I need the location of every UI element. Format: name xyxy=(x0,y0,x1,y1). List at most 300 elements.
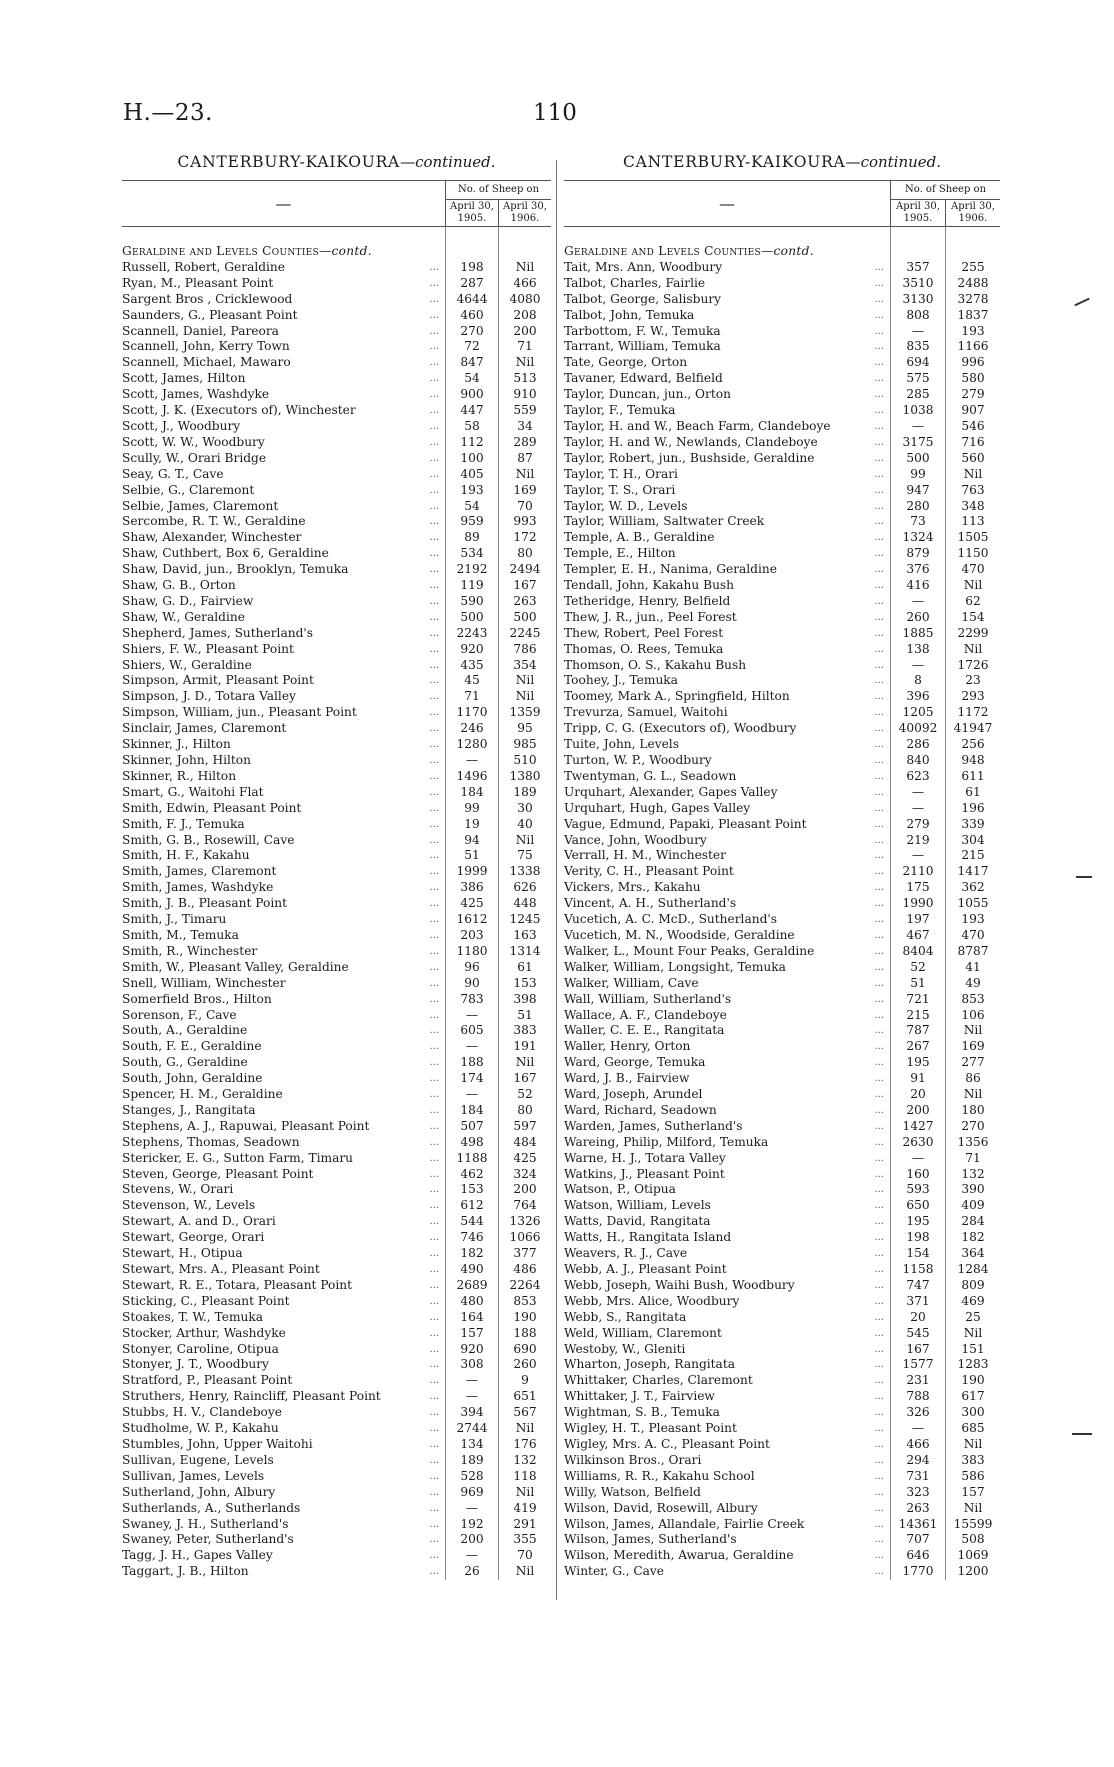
owner-name: Sullivan, James, Levels xyxy=(122,1468,265,1483)
owner-name: Toomey, Mark A., Springfield, Hilton xyxy=(564,689,790,704)
table-row xyxy=(122,1326,551,1342)
leader-dots: ... xyxy=(429,786,439,798)
table-row xyxy=(122,1008,551,1024)
owner-name: Snell, William, Winchester xyxy=(122,975,286,990)
leader-dots: ... xyxy=(874,564,884,576)
owner-name: Stewart, R. E., Totara, Pleasant Point xyxy=(122,1277,353,1292)
table-row xyxy=(564,1326,1000,1342)
owner-name: Warden, James, Sutherland's xyxy=(564,1118,743,1133)
sheep-count-1906: Nil xyxy=(946,578,1001,594)
sheep-count-1905: 294 xyxy=(891,1453,946,1469)
sheep-count-1905: 545 xyxy=(891,1326,946,1342)
owner-name: Vincent, A. H., Sutherland's xyxy=(564,896,737,911)
sheep-count-1905: 45 xyxy=(446,673,499,689)
leader-dots: ... xyxy=(874,405,884,417)
owner-name: Smith, F. J., Temuka xyxy=(122,816,245,831)
sheep-count-1906: 324 xyxy=(499,1167,552,1183)
owner-name: Willy, Watson, Belfield xyxy=(564,1484,701,1499)
sheep-count-1906: 176 xyxy=(499,1437,552,1453)
sheep-count-1905: 326 xyxy=(891,1405,946,1421)
table-row xyxy=(122,1532,551,1548)
table-row xyxy=(564,467,1000,483)
sheep-count-1905: 920 xyxy=(446,1342,499,1358)
leader-dots: ... xyxy=(874,1168,884,1180)
leader-dots: ... xyxy=(429,1216,439,1228)
table-row xyxy=(564,324,1000,340)
owner-name: Wightman, S. B., Temuka xyxy=(564,1405,720,1420)
leader-dots: ... xyxy=(874,1057,884,1069)
sheep-count-1905: 8404 xyxy=(891,944,946,960)
table-row xyxy=(122,737,551,753)
table-row xyxy=(122,1135,551,1151)
sheep-count-1906: 71 xyxy=(499,339,552,355)
sheep-count-1905: 1990 xyxy=(891,896,946,912)
owner-name: Ward, Joseph, Arundel xyxy=(564,1087,703,1102)
leader-dots: ... xyxy=(429,1057,439,1069)
sheep-count-1905: 192 xyxy=(446,1517,499,1533)
sheep-count-1905: — xyxy=(891,801,946,817)
leader-dots: ... xyxy=(429,850,439,862)
table-row xyxy=(122,1469,551,1485)
owner-name: Taylor, William, Saltwater Creek xyxy=(564,514,765,529)
sheep-count-1905: 3130 xyxy=(891,292,946,308)
margin-tick-mark xyxy=(1072,1433,1092,1435)
sheep-count-1906: 425 xyxy=(499,1151,552,1167)
sheep-count-1905: 405 xyxy=(446,467,499,483)
leader-dots: ... xyxy=(874,1550,884,1562)
leader-dots: ... xyxy=(429,834,439,846)
table-row xyxy=(122,1151,551,1167)
leader-dots: ... xyxy=(874,1152,884,1164)
sheep-count-1906: 716 xyxy=(946,435,1001,451)
leader-dots: ... xyxy=(429,929,439,941)
sheep-count-1905: — xyxy=(891,658,946,674)
sheep-count-1906: 510 xyxy=(499,753,552,769)
owner-name: Verrall, H. M., Winchester xyxy=(564,848,726,863)
table-row xyxy=(122,451,551,467)
owner-name: Talbot, Charles, Fairlie xyxy=(564,275,706,290)
sheep-count-1905: 462 xyxy=(446,1167,499,1183)
sheep-count-1906: 1837 xyxy=(946,308,1001,324)
owner-name: Thew, J. R., jun., Peel Forest xyxy=(564,609,737,624)
leader-dots: ... xyxy=(874,961,884,973)
sheep-count-1906: 51 xyxy=(499,1008,552,1024)
sheep-count-1905: 279 xyxy=(891,817,946,833)
leader-dots: ... xyxy=(874,770,884,782)
owner-name: Wareing, Philip, Milford, Temuka xyxy=(564,1134,769,1149)
year-1906-header: April 30, 1906. xyxy=(499,200,552,227)
name-column-header: — xyxy=(122,181,446,227)
leader-dots: ... xyxy=(429,516,439,528)
sheep-count-1906: 484 xyxy=(499,1135,552,1151)
owner-name: Stocker, Arthur, Washdyke xyxy=(122,1325,286,1340)
table-row xyxy=(564,864,1000,880)
sheep-count-header: No. of Sheep on xyxy=(446,181,552,200)
leader-dots: ... xyxy=(874,373,884,385)
leader-dots: ... xyxy=(874,834,884,846)
sheep-count-1906: 80 xyxy=(499,1103,552,1119)
owner-name: Whittaker, Charles, Claremont xyxy=(564,1373,753,1388)
sheep-count-1905: 646 xyxy=(891,1548,946,1564)
owner-name: Twentyman, G. L., Seadown xyxy=(564,768,737,783)
owner-name: Watson, William, Levels xyxy=(564,1198,711,1213)
sheep-count-1905: 54 xyxy=(446,499,499,515)
leader-dots: ... xyxy=(429,468,439,480)
sheep-count-1905: — xyxy=(446,753,499,769)
leader-dots: ... xyxy=(874,1407,884,1419)
table-row xyxy=(122,483,551,499)
leader-dots: ... xyxy=(874,1200,884,1212)
leader-dots: ... xyxy=(874,1343,884,1355)
sheep-count-1906: Nil xyxy=(499,467,552,483)
table-row xyxy=(564,1119,1000,1135)
table-row xyxy=(122,371,551,387)
sheep-count-1905: 8 xyxy=(891,673,946,689)
owner-name: Walker, L., Mount Four Peaks, Geraldine xyxy=(564,943,815,958)
sheep-count-1905: 500 xyxy=(891,451,946,467)
table-row xyxy=(564,1214,1000,1230)
owner-name: Stephens, A. J., Rapuwai, Pleasant Point xyxy=(122,1118,370,1133)
table-row xyxy=(564,1071,1000,1087)
sheep-count-1906: 289 xyxy=(499,435,552,451)
leader-dots: ... xyxy=(874,293,884,305)
sheep-count-1906: 8787 xyxy=(946,944,1001,960)
leader-dots: ... xyxy=(874,1104,884,1116)
sheep-count-1905: 119 xyxy=(446,578,499,594)
sheep-count-1905: 160 xyxy=(891,1167,946,1183)
sheep-count-1906: 2264 xyxy=(499,1278,552,1294)
table-row xyxy=(564,1421,1000,1437)
sheep-count-1906: 364 xyxy=(946,1246,1001,1262)
sheep-count-1906: 86 xyxy=(946,1071,1001,1087)
table-row xyxy=(122,467,551,483)
table-row xyxy=(122,610,551,626)
sheep-count-1905: 490 xyxy=(446,1262,499,1278)
leader-dots: ... xyxy=(874,341,884,353)
table-row xyxy=(122,1357,551,1373)
leader-dots: ... xyxy=(874,1375,884,1387)
sheep-count-1906: 586 xyxy=(946,1469,1001,1485)
leader-dots: ... xyxy=(429,1232,439,1244)
table-row xyxy=(122,992,551,1008)
sheep-count-1905: — xyxy=(446,1373,499,1389)
owner-name: Sercombe, R. T. W., Geraldine xyxy=(122,514,306,529)
sheep-count-1906: 41 xyxy=(946,960,1001,976)
sheep-count-1906: 985 xyxy=(499,737,552,753)
leader-dots: ... xyxy=(874,866,884,878)
sheep-count-1906: 70 xyxy=(499,1548,552,1564)
sheep-count-1905: 260 xyxy=(891,610,946,626)
sheep-count-1905: 267 xyxy=(891,1039,946,1055)
left-column xyxy=(122,150,551,1580)
sheep-count-1906: 132 xyxy=(946,1167,1001,1183)
sheep-count-1905: 157 xyxy=(446,1326,499,1342)
leader-dots: ... xyxy=(429,723,439,735)
leader-dots: ... xyxy=(874,1311,884,1323)
leader-dots: ... xyxy=(429,293,439,305)
sheep-count-1906: Nil xyxy=(499,355,552,371)
sheep-count-1905: 26 xyxy=(446,1564,499,1580)
table-row xyxy=(564,1103,1000,1119)
leader-dots: ... xyxy=(874,325,884,337)
leader-dots: ... xyxy=(874,850,884,862)
sheep-count-1905: 153 xyxy=(446,1182,499,1198)
table-row xyxy=(122,514,551,530)
sheep-count-1906: 2245 xyxy=(499,626,552,642)
table-row xyxy=(564,1485,1000,1501)
sheep-count-1906: 62 xyxy=(946,594,1001,610)
sheep-count-1905: 808 xyxy=(891,308,946,324)
table-row xyxy=(122,673,551,689)
table-row xyxy=(122,1517,551,1533)
leader-dots: ... xyxy=(874,802,884,814)
sheep-count-1906: 626 xyxy=(499,880,552,896)
leader-dots: ... xyxy=(874,277,884,289)
sheep-count-1905: 20 xyxy=(891,1087,946,1103)
owner-name: Taylor, Duncan, jun., Orton xyxy=(564,387,731,402)
table-row xyxy=(122,1278,551,1294)
sheep-count-1906: 71 xyxy=(946,1151,1001,1167)
table-row xyxy=(122,1071,551,1087)
table-row xyxy=(564,1087,1000,1103)
owner-name: South, G., Geraldine xyxy=(122,1055,248,1070)
table-row xyxy=(564,1262,1000,1278)
owner-name: Verity, C. H., Pleasant Point xyxy=(564,864,734,879)
owner-name: Ward, George, Temuka xyxy=(564,1055,706,1070)
leader-dots: ... xyxy=(429,373,439,385)
leader-dots: ... xyxy=(429,389,439,401)
sheep-count-1906: 151 xyxy=(946,1342,1001,1358)
sheep-count-1906: 690 xyxy=(499,1342,552,1358)
leader-dots: ... xyxy=(874,1073,884,1085)
sheep-count-1905: 198 xyxy=(446,260,499,276)
sheep-count-1905: 189 xyxy=(446,1453,499,1469)
sheep-count-1906: 355 xyxy=(499,1532,552,1548)
owner-name: Selbie, James, Claremont xyxy=(122,498,279,513)
leader-dots: ... xyxy=(429,1104,439,1116)
sheep-count-1905: 40092 xyxy=(891,721,946,737)
table-row xyxy=(564,1548,1000,1564)
leader-dots: ... xyxy=(874,389,884,401)
sheep-count-1905: 783 xyxy=(446,992,499,1008)
owner-name: Webb, A. J., Pleasant Point xyxy=(564,1262,727,1276)
leader-dots: ... xyxy=(429,802,439,814)
leader-dots: ... xyxy=(429,1295,439,1307)
sheep-count-1906: 1314 xyxy=(499,944,552,960)
sheep-count-1905: 2243 xyxy=(446,626,499,642)
sheep-count-1905: 605 xyxy=(446,1023,499,1039)
table-row xyxy=(564,1532,1000,1548)
sheep-count-1905: 707 xyxy=(891,1532,946,1548)
table-row xyxy=(122,403,551,419)
leader-dots: ... xyxy=(874,500,884,512)
leader-dots: ... xyxy=(874,898,884,910)
owner-name: Simpson, William, jun., Pleasant Point xyxy=(122,705,357,720)
table-row xyxy=(122,817,551,833)
leader-dots: ... xyxy=(429,1009,439,1021)
owner-name: Shaw, W., Geraldine xyxy=(122,609,245,624)
sheep-count-1906: 256 xyxy=(946,737,1001,753)
owner-name: Shiers, W., Geraldine xyxy=(122,657,252,672)
sheep-count-1905: — xyxy=(891,594,946,610)
sheep-count-1905: 99 xyxy=(891,467,946,483)
table-row xyxy=(122,1389,551,1405)
table-row xyxy=(122,1485,551,1501)
sheep-count-1905: — xyxy=(891,1151,946,1167)
leader-dots: ... xyxy=(429,770,439,782)
table-row xyxy=(564,435,1000,451)
owner-name: Wilkinson Bros., Orari xyxy=(564,1452,702,1467)
leader-dots: ... xyxy=(874,532,884,544)
sheep-count-1906: 80 xyxy=(499,546,552,562)
table-row xyxy=(564,753,1000,769)
table-row xyxy=(564,785,1000,801)
sheep-count-1906: Nil xyxy=(499,1564,552,1580)
owner-name: Shaw, G. D., Fairview xyxy=(122,593,254,608)
sheep-count-1906: 486 xyxy=(499,1262,552,1278)
leader-dots: ... xyxy=(874,580,884,592)
sheep-count-1905: 198 xyxy=(891,1230,946,1246)
table-row xyxy=(122,1039,551,1055)
table-row xyxy=(564,721,1000,737)
leader-dots: ... xyxy=(429,945,439,957)
sheep-count-1905: 394 xyxy=(446,1405,499,1421)
sheep-count-1906: 339 xyxy=(946,817,1001,833)
owner-name: Temple, E., Hilton xyxy=(564,546,676,561)
table-row xyxy=(564,1389,1000,1405)
sheep-count-1906: 1359 xyxy=(499,705,552,721)
table-row xyxy=(122,499,551,515)
owner-name: Wigley, H. T., Pleasant Point xyxy=(564,1421,737,1436)
owner-name: Simpson, Armit, Pleasant Point xyxy=(122,673,314,688)
sheep-count-1906: 106 xyxy=(946,1008,1001,1024)
sheep-count-1906: 1150 xyxy=(946,546,1001,562)
sheep-count-1905: 847 xyxy=(446,355,499,371)
table-row xyxy=(564,801,1000,817)
leader-dots: ... xyxy=(874,786,884,798)
table-row xyxy=(122,1373,551,1389)
owner-name: Wigley, Mrs. A. C., Pleasant Point xyxy=(564,1436,770,1451)
owner-name: Scully, W., Orari Bridge xyxy=(122,450,267,465)
leader-dots: ... xyxy=(874,468,884,480)
sheep-count-1905: 94 xyxy=(446,833,499,849)
table-row xyxy=(122,626,551,642)
owner-name: Toohey, J., Temuka xyxy=(564,673,678,688)
leader-dots: ... xyxy=(874,977,884,989)
owner-name: Sinclair, James, Claremont xyxy=(122,721,287,736)
table-row xyxy=(564,1310,1000,1326)
leader-dots: ... xyxy=(874,675,884,687)
leader-dots: ... xyxy=(874,1454,884,1466)
sheep-count-1905: 58 xyxy=(446,419,499,435)
table-row xyxy=(564,976,1000,992)
leader-dots: ... xyxy=(874,1502,884,1514)
owner-name: Smith, G. B., Rosewill, Cave xyxy=(122,832,295,847)
sheep-count-1905: 174 xyxy=(446,1071,499,1087)
sheep-count-1906: 2488 xyxy=(946,276,1001,292)
owner-name: Shiers, F. W., Pleasant Point xyxy=(122,641,294,656)
sheep-count-1906: 61 xyxy=(946,785,1001,801)
sheep-count-1905: — xyxy=(446,1548,499,1564)
margin-tick-mark xyxy=(1074,298,1089,307)
sheep-count-1905: 969 xyxy=(446,1485,499,1501)
leader-dots: ... xyxy=(429,1407,439,1419)
table-row xyxy=(122,1421,551,1437)
owner-name: Wallace, A. F., Clandeboye xyxy=(564,1007,727,1022)
leader-dots: ... xyxy=(874,1534,884,1546)
sheep-count-1905: 197 xyxy=(891,912,946,928)
sheep-count-1905: 51 xyxy=(446,848,499,864)
sheep-count-1905: 164 xyxy=(446,1310,499,1326)
sheep-count-1905: 507 xyxy=(446,1119,499,1135)
sheep-count-1906: 189 xyxy=(499,785,552,801)
leader-dots: ... xyxy=(429,325,439,337)
table-row xyxy=(122,705,551,721)
sheep-count-1905: 460 xyxy=(446,308,499,324)
owner-name: Smith, J. B., Pleasant Point xyxy=(122,896,287,911)
owner-name: Westoby, W., Gleniti xyxy=(564,1341,686,1356)
sheep-count-1905: 900 xyxy=(446,387,499,403)
table-row xyxy=(122,721,551,737)
leader-dots: ... xyxy=(429,1089,439,1101)
leader-dots: ... xyxy=(874,1184,884,1196)
table-row xyxy=(122,419,551,435)
sheep-count-1906: 1069 xyxy=(946,1548,1001,1564)
table-row xyxy=(564,355,1000,371)
sheep-count-1905: 2744 xyxy=(446,1421,499,1437)
table-row xyxy=(564,1198,1000,1214)
leader-dots: ... xyxy=(429,627,439,639)
sheep-count-1906: 567 xyxy=(499,1405,552,1421)
table-row xyxy=(122,1501,551,1517)
owner-name: Webb, Mrs. Alice, Woodbury xyxy=(564,1293,740,1308)
leader-dots: ... xyxy=(429,277,439,289)
owner-name: Thew, Robert, Peel Forest xyxy=(564,625,724,640)
table-row xyxy=(122,1564,551,1580)
leader-dots: ... xyxy=(874,914,884,926)
sheep-count-1906: 279 xyxy=(946,387,1001,403)
owner-name: Urquhart, Alexander, Gapes Valley xyxy=(564,784,778,799)
leader-dots: ... xyxy=(429,1470,439,1482)
leader-dots: ... xyxy=(874,929,884,941)
leader-dots: ... xyxy=(874,1232,884,1244)
leader-dots: ... xyxy=(429,1534,439,1546)
owner-name: Warne, H. J., Totara Valley xyxy=(564,1150,726,1165)
section-heading: Geraldine and Levels Counties—contd. xyxy=(564,244,814,258)
sheep-count-1906: 208 xyxy=(499,308,552,324)
sheep-count-1905: 215 xyxy=(891,1008,946,1024)
sheep-count-1906: 25 xyxy=(946,1310,1001,1326)
leader-dots: ... xyxy=(874,993,884,1005)
sheep-count-1906: 409 xyxy=(946,1198,1001,1214)
leader-dots: ... xyxy=(874,691,884,703)
sheep-count-1905: 89 xyxy=(446,530,499,546)
owner-name: Shaw, Cuthbert, Box 6, Geraldine xyxy=(122,546,329,561)
leader-dots: ... xyxy=(429,675,439,687)
leader-dots: ... xyxy=(429,436,439,448)
sheep-count-1905: 71 xyxy=(446,689,499,705)
sheep-count-1906: 560 xyxy=(946,451,1001,467)
owner-name: Russell, Robert, Geraldine xyxy=(122,259,285,274)
table-row xyxy=(564,1278,1000,1294)
sheep-count-1905: — xyxy=(446,1389,499,1405)
sheep-count-1905: 14361 xyxy=(891,1517,946,1533)
sheep-count-1905: 788 xyxy=(891,1389,946,1405)
leader-dots: ... xyxy=(874,643,884,655)
sheep-count-1905: 959 xyxy=(446,514,499,530)
leader-dots: ... xyxy=(429,1423,439,1435)
owner-name: Somerfield Bros., Hilton xyxy=(122,991,272,1006)
